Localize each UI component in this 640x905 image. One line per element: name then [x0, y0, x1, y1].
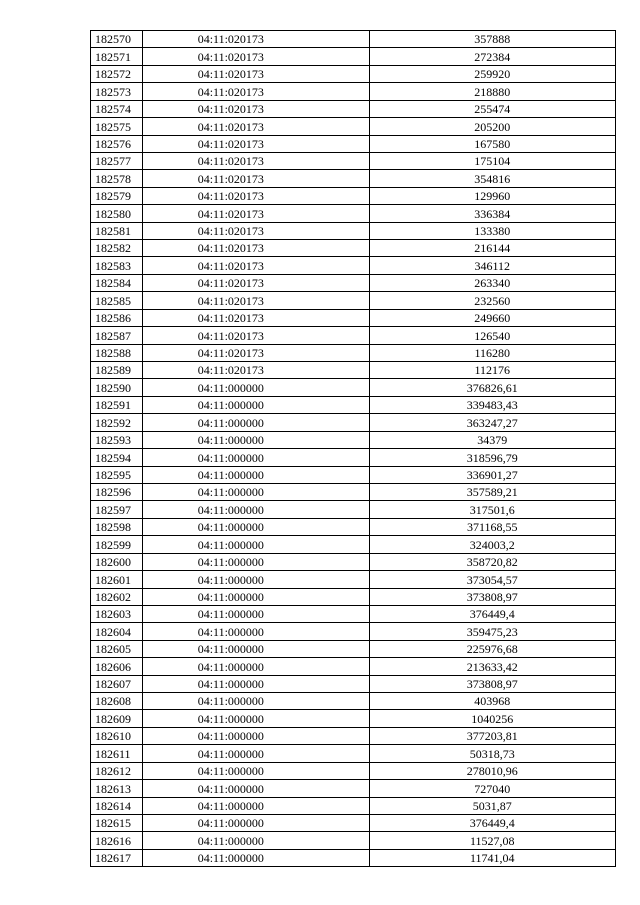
row-code-cell: 04:11:000000 — [143, 814, 369, 831]
row-id-cell: 182597 — [91, 501, 143, 518]
row-value-cell: 363247,27 — [369, 414, 615, 431]
row-id-cell: 182609 — [91, 710, 143, 727]
row-id-cell: 182595 — [91, 466, 143, 483]
table-row — [91, 31, 616, 48]
row-code-cell: 04:11:000000 — [143, 675, 369, 692]
row-id-cell: 182605 — [91, 640, 143, 657]
row-id-cell: 182573 — [91, 83, 143, 100]
row-code-cell: 04:11:000000 — [143, 640, 369, 657]
table-row — [91, 588, 616, 605]
row-id-cell: 182586 — [91, 309, 143, 326]
row-id-cell: 182611 — [91, 745, 143, 762]
row-code-cell: 04:11:000000 — [143, 396, 369, 413]
table-row — [91, 814, 616, 831]
table-row — [91, 309, 616, 326]
table-row — [91, 710, 616, 727]
table-row — [91, 797, 616, 814]
row-id-cell: 182616 — [91, 832, 143, 849]
row-code-cell: 04:11:000000 — [143, 605, 369, 622]
table-row — [91, 762, 616, 779]
table-row — [91, 518, 616, 535]
row-value-cell: 357888 — [369, 31, 615, 48]
table-row — [91, 83, 616, 100]
row-value-cell: 116280 — [369, 344, 615, 361]
row-id-cell: 182574 — [91, 100, 143, 117]
row-value-cell: 1040256 — [369, 710, 615, 727]
row-id-cell: 182594 — [91, 449, 143, 466]
row-id-cell: 182591 — [91, 396, 143, 413]
row-value-cell: 336901,27 — [369, 466, 615, 483]
row-value-cell: 249660 — [369, 309, 615, 326]
row-code-cell: 04:11:000000 — [143, 745, 369, 762]
table-body — [91, 31, 616, 867]
row-code-cell: 04:11:000000 — [143, 727, 369, 744]
row-code-cell: 04:11:020173 — [143, 83, 369, 100]
row-value-cell: 205200 — [369, 118, 615, 135]
table-row — [91, 727, 616, 744]
row-id-cell: 182580 — [91, 205, 143, 222]
table-row — [91, 501, 616, 518]
row-id-cell: 182571 — [91, 48, 143, 65]
table-row — [91, 849, 616, 866]
row-id-cell: 182603 — [91, 605, 143, 622]
row-id-cell: 182589 — [91, 362, 143, 379]
row-value-cell: 376449,4 — [369, 605, 615, 622]
row-value-cell: 376449,4 — [369, 814, 615, 831]
row-id-cell: 182613 — [91, 780, 143, 797]
row-id-cell: 182585 — [91, 292, 143, 309]
row-value-cell: 129960 — [369, 187, 615, 204]
table-row — [91, 431, 616, 448]
row-code-cell: 04:11:020173 — [143, 65, 369, 82]
row-value-cell: 218880 — [369, 83, 615, 100]
table-row — [91, 257, 616, 274]
row-id-cell: 182592 — [91, 414, 143, 431]
row-value-cell: 727040 — [369, 780, 615, 797]
row-id-cell: 182607 — [91, 675, 143, 692]
table-row — [91, 65, 616, 82]
table-row — [91, 152, 616, 169]
row-code-cell: 04:11:020173 — [143, 344, 369, 361]
row-id-cell: 182583 — [91, 257, 143, 274]
row-value-cell: 346112 — [369, 257, 615, 274]
row-code-cell: 04:11:000000 — [143, 536, 369, 553]
row-id-cell: 182608 — [91, 693, 143, 710]
row-value-cell: 317501,6 — [369, 501, 615, 518]
row-id-cell: 182614 — [91, 797, 143, 814]
row-id-cell: 182604 — [91, 623, 143, 640]
table-row — [91, 135, 616, 152]
row-code-cell: 04:11:020173 — [143, 222, 369, 239]
row-value-cell: 339483,43 — [369, 396, 615, 413]
row-id-cell: 182588 — [91, 344, 143, 361]
row-code-cell: 04:11:000000 — [143, 518, 369, 535]
table-row — [91, 780, 616, 797]
row-value-cell: 263340 — [369, 274, 615, 291]
row-id-cell: 182572 — [91, 65, 143, 82]
table-row — [91, 449, 616, 466]
row-id-cell: 182579 — [91, 187, 143, 204]
row-value-cell: 318596,79 — [369, 449, 615, 466]
row-value-cell: 175104 — [369, 152, 615, 169]
table-row — [91, 48, 616, 65]
row-id-cell: 182602 — [91, 588, 143, 605]
table-row — [91, 344, 616, 361]
row-code-cell: 04:11:020173 — [143, 309, 369, 326]
table-row — [91, 274, 616, 291]
row-id-cell: 182598 — [91, 518, 143, 535]
row-value-cell: 403968 — [369, 693, 615, 710]
row-id-cell: 182577 — [91, 152, 143, 169]
row-value-cell: 358720,82 — [369, 553, 615, 570]
table-row — [91, 553, 616, 570]
row-value-cell: 34379 — [369, 431, 615, 448]
row-id-cell: 182578 — [91, 170, 143, 187]
row-code-cell: 04:11:000000 — [143, 571, 369, 588]
row-value-cell: 232560 — [369, 292, 615, 309]
row-id-cell: 182570 — [91, 31, 143, 48]
row-code-cell: 04:11:000000 — [143, 483, 369, 500]
row-id-cell: 182576 — [91, 135, 143, 152]
row-id-cell: 182581 — [91, 222, 143, 239]
row-value-cell: 359475,23 — [369, 623, 615, 640]
table-row — [91, 675, 616, 692]
table-row — [91, 466, 616, 483]
row-id-cell: 182584 — [91, 274, 143, 291]
row-value-cell: 377203,81 — [369, 727, 615, 744]
row-code-cell: 04:11:020173 — [143, 205, 369, 222]
table-row — [91, 187, 616, 204]
table-row — [91, 327, 616, 344]
row-id-cell: 182593 — [91, 431, 143, 448]
row-code-cell: 04:11:000000 — [143, 379, 369, 396]
row-value-cell: 354816 — [369, 170, 615, 187]
row-value-cell: 5031,87 — [369, 797, 615, 814]
row-code-cell: 04:11:020173 — [143, 170, 369, 187]
row-code-cell: 04:11:020173 — [143, 292, 369, 309]
row-value-cell: 324003,2 — [369, 536, 615, 553]
table-row — [91, 832, 616, 849]
row-value-cell: 213633,42 — [369, 658, 615, 675]
row-id-cell: 182596 — [91, 483, 143, 500]
row-code-cell: 04:11:020173 — [143, 257, 369, 274]
row-code-cell: 04:11:000000 — [143, 449, 369, 466]
row-value-cell: 373808,97 — [369, 588, 615, 605]
table-row — [91, 118, 616, 135]
row-code-cell: 04:11:020173 — [143, 187, 369, 204]
table-row — [91, 205, 616, 222]
table-row — [91, 170, 616, 187]
row-code-cell: 04:11:000000 — [143, 693, 369, 710]
row-code-cell: 04:11:000000 — [143, 414, 369, 431]
row-value-cell: 133380 — [369, 222, 615, 239]
row-value-cell: 255474 — [369, 100, 615, 117]
row-id-cell: 182601 — [91, 571, 143, 588]
row-value-cell: 112176 — [369, 362, 615, 379]
row-value-cell: 216144 — [369, 240, 615, 257]
row-code-cell: 04:11:000000 — [143, 658, 369, 675]
table-row — [91, 414, 616, 431]
table-row — [91, 483, 616, 500]
table-row — [91, 100, 616, 117]
row-value-cell: 11527,08 — [369, 832, 615, 849]
row-value-cell: 225976,68 — [369, 640, 615, 657]
row-value-cell: 272384 — [369, 48, 615, 65]
row-code-cell: 04:11:020173 — [143, 118, 369, 135]
row-value-cell: 278010,96 — [369, 762, 615, 779]
row-id-cell: 182606 — [91, 658, 143, 675]
row-id-cell: 182615 — [91, 814, 143, 831]
row-value-cell: 11741,04 — [369, 849, 615, 866]
row-id-cell: 182610 — [91, 727, 143, 744]
row-value-cell: 259920 — [369, 65, 615, 82]
table-row — [91, 292, 616, 309]
table-row — [91, 693, 616, 710]
table-row — [91, 605, 616, 622]
table-row — [91, 222, 616, 239]
row-value-cell: 371168,55 — [369, 518, 615, 535]
row-id-cell: 182599 — [91, 536, 143, 553]
table-row — [91, 745, 616, 762]
row-value-cell: 357589,21 — [369, 483, 615, 500]
row-code-cell: 04:11:020173 — [143, 327, 369, 344]
row-code-cell: 04:11:000000 — [143, 588, 369, 605]
row-code-cell: 04:11:000000 — [143, 623, 369, 640]
row-code-cell: 04:11:020173 — [143, 274, 369, 291]
row-value-cell: 50318,73 — [369, 745, 615, 762]
row-code-cell: 04:11:020173 — [143, 152, 369, 169]
row-id-cell: 182600 — [91, 553, 143, 570]
row-code-cell: 04:11:020173 — [143, 135, 369, 152]
table-row — [91, 640, 616, 657]
row-id-cell: 182587 — [91, 327, 143, 344]
row-code-cell: 04:11:000000 — [143, 501, 369, 518]
table-row — [91, 623, 616, 640]
row-code-cell: 04:11:000000 — [143, 797, 369, 814]
row-code-cell: 04:11:020173 — [143, 31, 369, 48]
row-code-cell: 04:11:000000 — [143, 762, 369, 779]
row-id-cell: 182582 — [91, 240, 143, 257]
row-value-cell: 167580 — [369, 135, 615, 152]
row-code-cell: 04:11:020173 — [143, 362, 369, 379]
row-value-cell: 336384 — [369, 205, 615, 222]
data-table — [90, 30, 616, 867]
row-code-cell: 04:11:020173 — [143, 100, 369, 117]
row-code-cell: 04:11:000000 — [143, 832, 369, 849]
row-id-cell: 182617 — [91, 849, 143, 866]
table-row — [91, 658, 616, 675]
row-value-cell: 373054,57 — [369, 571, 615, 588]
row-id-cell: 182575 — [91, 118, 143, 135]
table-row — [91, 536, 616, 553]
row-id-cell: 182612 — [91, 762, 143, 779]
row-value-cell: 376826,61 — [369, 379, 615, 396]
table-row — [91, 379, 616, 396]
row-value-cell: 126540 — [369, 327, 615, 344]
table-row — [91, 571, 616, 588]
row-id-cell: 182590 — [91, 379, 143, 396]
row-code-cell: 04:11:000000 — [143, 710, 369, 727]
table-row — [91, 396, 616, 413]
table-row — [91, 362, 616, 379]
row-code-cell: 04:11:000000 — [143, 780, 369, 797]
row-code-cell: 04:11:000000 — [143, 466, 369, 483]
row-code-cell: 04:11:000000 — [143, 849, 369, 866]
row-value-cell: 373808,97 — [369, 675, 615, 692]
row-code-cell: 04:11:000000 — [143, 553, 369, 570]
row-code-cell: 04:11:020173 — [143, 240, 369, 257]
table-row — [91, 240, 616, 257]
row-code-cell: 04:11:000000 — [143, 431, 369, 448]
row-code-cell: 04:11:020173 — [143, 48, 369, 65]
